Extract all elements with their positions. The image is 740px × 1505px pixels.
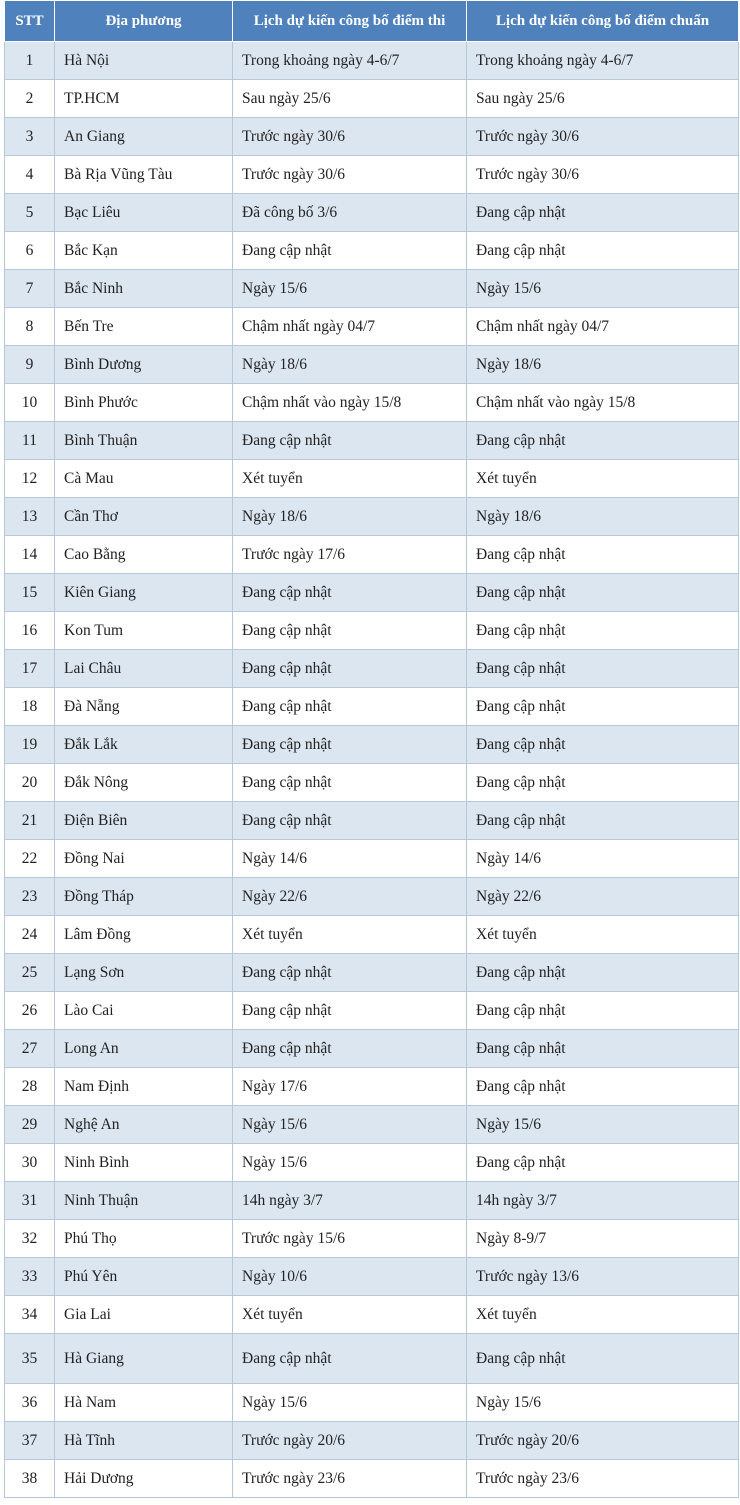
table-row bbox=[5, 42, 739, 80]
table-row bbox=[5, 574, 739, 612]
row-standard-score-cell: Đang cập nhật bbox=[467, 574, 739, 612]
table-row bbox=[5, 688, 739, 726]
row-standard-score-cell: Đang cập nhật bbox=[467, 764, 739, 802]
table-row bbox=[5, 1384, 739, 1422]
exam-schedule-table bbox=[4, 0, 739, 1498]
row-stt-cell: 8 bbox=[5, 308, 55, 346]
row-stt-cell: 30 bbox=[5, 1144, 55, 1182]
table-row bbox=[5, 878, 739, 916]
row-location-cell: Bình Dương bbox=[55, 346, 233, 384]
row-stt-cell: 18 bbox=[5, 688, 55, 726]
row-stt-cell: 19 bbox=[5, 726, 55, 764]
row-stt-cell: 9 bbox=[5, 346, 55, 384]
row-stt-cell: 35 bbox=[5, 1334, 55, 1384]
row-standard-score-cell: Đang cập nhật bbox=[467, 1144, 739, 1182]
table-row bbox=[5, 992, 739, 1030]
table-row bbox=[5, 460, 739, 498]
row-location-cell: Điện Biên bbox=[55, 802, 233, 840]
row-standard-score-cell: Ngày 18/6 bbox=[467, 498, 739, 536]
row-exam-score-cell: Đang cập nhật bbox=[233, 802, 467, 840]
row-standard-score-cell: Ngày 8-9/7 bbox=[467, 1220, 739, 1258]
row-standard-score-cell: Đang cập nhật bbox=[467, 194, 739, 232]
table-row bbox=[5, 764, 739, 802]
row-exam-score-cell: Trước ngày 30/6 bbox=[233, 118, 467, 156]
row-exam-score-cell: Đang cập nhật bbox=[233, 726, 467, 764]
row-location-cell: Đắk Nông bbox=[55, 764, 233, 802]
row-exam-score-cell: Ngày 17/6 bbox=[233, 1068, 467, 1106]
table-body bbox=[5, 42, 739, 1498]
row-standard-score-cell: Đang cập nhật bbox=[467, 992, 739, 1030]
row-stt-cell: 25 bbox=[5, 954, 55, 992]
row-location-cell: Nam Định bbox=[55, 1068, 233, 1106]
table-row bbox=[5, 422, 739, 460]
row-location-cell: Đồng Nai bbox=[55, 840, 233, 878]
row-stt-cell: 10 bbox=[5, 384, 55, 422]
row-exam-score-cell: Trước ngày 23/6 bbox=[233, 1460, 467, 1498]
row-standard-score-cell: Trong khoảng ngày 4-6/7 bbox=[467, 42, 739, 80]
row-standard-score-cell: Trước ngày 30/6 bbox=[467, 156, 739, 194]
row-standard-score-cell: Trước ngày 30/6 bbox=[467, 118, 739, 156]
row-stt-cell: 34 bbox=[5, 1296, 55, 1334]
table-row bbox=[5, 726, 739, 764]
row-location-cell: Đà Nẵng bbox=[55, 688, 233, 726]
row-standard-score-cell: Ngày 14/6 bbox=[467, 840, 739, 878]
row-standard-score-cell: Đang cập nhật bbox=[467, 536, 739, 574]
row-location-cell: Hà Nội bbox=[55, 42, 233, 80]
row-exam-score-cell: Xét tuyển bbox=[233, 460, 467, 498]
table-row bbox=[5, 156, 739, 194]
row-location-cell: TP.HCM bbox=[55, 80, 233, 118]
table-row bbox=[5, 1030, 739, 1068]
row-location-cell: Hà Tĩnh bbox=[55, 1422, 233, 1460]
row-standard-score-cell: Ngày 15/6 bbox=[467, 270, 739, 308]
row-location-cell: Đắk Lắk bbox=[55, 726, 233, 764]
row-location-cell: Hà Giang bbox=[55, 1334, 233, 1384]
row-stt-cell: 29 bbox=[5, 1106, 55, 1144]
row-standard-score-cell: Xét tuyển bbox=[467, 1296, 739, 1334]
row-stt-cell: 13 bbox=[5, 498, 55, 536]
row-stt-cell: 20 bbox=[5, 764, 55, 802]
table-row bbox=[5, 612, 739, 650]
row-stt-cell: 24 bbox=[5, 916, 55, 954]
row-standard-score-cell: Đang cập nhật bbox=[467, 650, 739, 688]
row-location-cell: An Giang bbox=[55, 118, 233, 156]
row-stt-cell: 37 bbox=[5, 1422, 55, 1460]
row-standard-score-cell: Chậm nhất vào ngày 15/8 bbox=[467, 384, 739, 422]
row-location-cell: Ninh Bình bbox=[55, 1144, 233, 1182]
row-stt-cell: 36 bbox=[5, 1384, 55, 1422]
row-standard-score-cell: Trước ngày 13/6 bbox=[467, 1258, 739, 1296]
table-row bbox=[5, 1460, 739, 1498]
row-stt-cell: 22 bbox=[5, 840, 55, 878]
table-row bbox=[5, 802, 739, 840]
row-location-cell: Bắc Ninh bbox=[55, 270, 233, 308]
row-exam-score-cell: 14h ngày 3/7 bbox=[233, 1182, 467, 1220]
row-location-cell: Lào Cai bbox=[55, 992, 233, 1030]
row-standard-score-cell: Chậm nhất ngày 04/7 bbox=[467, 308, 739, 346]
row-location-cell: Phú Yên bbox=[55, 1258, 233, 1296]
table-row bbox=[5, 1258, 739, 1296]
row-stt-cell: 26 bbox=[5, 992, 55, 1030]
row-location-cell: Đồng Tháp bbox=[55, 878, 233, 916]
row-stt-cell: 1 bbox=[5, 42, 55, 80]
row-stt-cell: 28 bbox=[5, 1068, 55, 1106]
table-header bbox=[5, 1, 739, 42]
row-standard-score-cell: Ngày 15/6 bbox=[467, 1384, 739, 1422]
row-location-cell: Bình Phước bbox=[55, 384, 233, 422]
row-exam-score-cell: Ngày 15/6 bbox=[233, 1106, 467, 1144]
row-stt-cell: 6 bbox=[5, 232, 55, 270]
table-row bbox=[5, 118, 739, 156]
row-standard-score-cell: Đang cập nhật bbox=[467, 1334, 739, 1384]
row-exam-score-cell: Xét tuyển bbox=[233, 916, 467, 954]
row-stt-cell: 12 bbox=[5, 460, 55, 498]
row-standard-score-cell: Đang cập nhật bbox=[467, 422, 739, 460]
row-stt-cell: 33 bbox=[5, 1258, 55, 1296]
row-exam-score-cell: Đang cập nhật bbox=[233, 1334, 467, 1384]
table-row bbox=[5, 232, 739, 270]
table-row bbox=[5, 384, 739, 422]
row-stt-cell: 2 bbox=[5, 80, 55, 118]
row-standard-score-cell: Xét tuyển bbox=[467, 460, 739, 498]
row-stt-cell: 32 bbox=[5, 1220, 55, 1258]
row-stt-cell: 17 bbox=[5, 650, 55, 688]
row-location-cell: Ninh Thuận bbox=[55, 1182, 233, 1220]
header-location: Địa phương bbox=[55, 1, 233, 42]
header-exam-score: Lịch dự kiến công bố điểm thi bbox=[233, 1, 467, 42]
row-standard-score-cell: Đang cập nhật bbox=[467, 802, 739, 840]
header-stt: STT bbox=[5, 1, 55, 42]
row-location-cell: Long An bbox=[55, 1030, 233, 1068]
row-standard-score-cell: Đang cập nhật bbox=[467, 232, 739, 270]
row-exam-score-cell: Ngày 15/6 bbox=[233, 270, 467, 308]
table-row bbox=[5, 1296, 739, 1334]
row-exam-score-cell: Đang cập nhật bbox=[233, 574, 467, 612]
table-row bbox=[5, 954, 739, 992]
row-location-cell: Lâm Đồng bbox=[55, 916, 233, 954]
row-stt-cell: 3 bbox=[5, 118, 55, 156]
row-standard-score-cell: Đang cập nhật bbox=[467, 954, 739, 992]
table-row bbox=[5, 1144, 739, 1182]
table-row bbox=[5, 80, 739, 118]
table-row bbox=[5, 346, 739, 384]
row-location-cell: Bà Rịa Vũng Tàu bbox=[55, 156, 233, 194]
row-exam-score-cell: Đang cập nhật bbox=[233, 422, 467, 460]
row-exam-score-cell: Đang cập nhật bbox=[233, 650, 467, 688]
table-row bbox=[5, 536, 739, 574]
table-row bbox=[5, 1422, 739, 1460]
row-exam-score-cell: Chậm nhất ngày 04/7 bbox=[233, 308, 467, 346]
row-location-cell: Nghệ An bbox=[55, 1106, 233, 1144]
row-exam-score-cell: Đã công bố 3/6 bbox=[233, 194, 467, 232]
row-standard-score-cell: Xét tuyển bbox=[467, 916, 739, 954]
row-stt-cell: 23 bbox=[5, 878, 55, 916]
row-stt-cell: 5 bbox=[5, 194, 55, 232]
table-row bbox=[5, 194, 739, 232]
row-standard-score-cell: Trước ngày 23/6 bbox=[467, 1460, 739, 1498]
row-standard-score-cell: Ngày 15/6 bbox=[467, 1106, 739, 1144]
row-exam-score-cell: Đang cập nhật bbox=[233, 232, 467, 270]
table-row bbox=[5, 840, 739, 878]
table-row bbox=[5, 498, 739, 536]
row-exam-score-cell: Ngày 10/6 bbox=[233, 1258, 467, 1296]
row-exam-score-cell: Đang cập nhật bbox=[233, 992, 467, 1030]
row-stt-cell: 11 bbox=[5, 422, 55, 460]
row-location-cell: Phú Thọ bbox=[55, 1220, 233, 1258]
row-exam-score-cell: Xét tuyển bbox=[233, 1296, 467, 1334]
row-location-cell: Hà Nam bbox=[55, 1384, 233, 1422]
table-row bbox=[5, 270, 739, 308]
row-standard-score-cell: 14h ngày 3/7 bbox=[467, 1182, 739, 1220]
row-location-cell: Hải Dương bbox=[55, 1460, 233, 1498]
row-exam-score-cell: Ngày 15/6 bbox=[233, 1144, 467, 1182]
table-row bbox=[5, 650, 739, 688]
row-location-cell: Cao Bằng bbox=[55, 536, 233, 574]
row-exam-score-cell: Đang cập nhật bbox=[233, 764, 467, 802]
table-row bbox=[5, 1334, 739, 1384]
table-row bbox=[5, 1106, 739, 1144]
row-stt-cell: 21 bbox=[5, 802, 55, 840]
row-stt-cell: 31 bbox=[5, 1182, 55, 1220]
row-stt-cell: 15 bbox=[5, 574, 55, 612]
row-standard-score-cell: Sau ngày 25/6 bbox=[467, 80, 739, 118]
row-standard-score-cell: Đang cập nhật bbox=[467, 612, 739, 650]
row-exam-score-cell: Trước ngày 17/6 bbox=[233, 536, 467, 574]
row-location-cell: Kiên Giang bbox=[55, 574, 233, 612]
row-standard-score-cell: Đang cập nhật bbox=[467, 1030, 739, 1068]
row-location-cell: Lai Châu bbox=[55, 650, 233, 688]
table-row bbox=[5, 916, 739, 954]
row-location-cell: Gia Lai bbox=[55, 1296, 233, 1334]
row-standard-score-cell: Đang cập nhật bbox=[467, 688, 739, 726]
header-row bbox=[5, 1, 739, 42]
row-exam-score-cell: Ngày 18/6 bbox=[233, 346, 467, 384]
row-standard-score-cell: Trước ngày 20/6 bbox=[467, 1422, 739, 1460]
row-stt-cell: 14 bbox=[5, 536, 55, 574]
row-location-cell: Bạc Liêu bbox=[55, 194, 233, 232]
row-standard-score-cell: Đang cập nhật bbox=[467, 726, 739, 764]
table-row bbox=[5, 1068, 739, 1106]
row-location-cell: Cà Mau bbox=[55, 460, 233, 498]
row-exam-score-cell: Trong khoảng ngày 4-6/7 bbox=[233, 42, 467, 80]
row-location-cell: Bắc Kạn bbox=[55, 232, 233, 270]
header-standard-score: Lịch dự kiến công bố điểm chuẩn bbox=[467, 1, 739, 42]
row-standard-score-cell: Ngày 18/6 bbox=[467, 346, 739, 384]
table-row bbox=[5, 1220, 739, 1258]
row-exam-score-cell: Sau ngày 25/6 bbox=[233, 80, 467, 118]
row-stt-cell: 4 bbox=[5, 156, 55, 194]
row-exam-score-cell: Trước ngày 15/6 bbox=[233, 1220, 467, 1258]
row-exam-score-cell: Ngày 22/6 bbox=[233, 878, 467, 916]
row-exam-score-cell: Đang cập nhật bbox=[233, 1030, 467, 1068]
row-standard-score-cell: Ngày 22/6 bbox=[467, 878, 739, 916]
row-exam-score-cell: Ngày 14/6 bbox=[233, 840, 467, 878]
row-exam-score-cell: Trước ngày 30/6 bbox=[233, 156, 467, 194]
table-row bbox=[5, 308, 739, 346]
row-exam-score-cell: Trước ngày 20/6 bbox=[233, 1422, 467, 1460]
row-standard-score-cell: Đang cập nhật bbox=[467, 1068, 739, 1106]
row-stt-cell: 16 bbox=[5, 612, 55, 650]
row-exam-score-cell: Ngày 18/6 bbox=[233, 498, 467, 536]
row-location-cell: Lạng Sơn bbox=[55, 954, 233, 992]
table-row bbox=[5, 1182, 739, 1220]
row-exam-score-cell: Chậm nhất vào ngày 15/8 bbox=[233, 384, 467, 422]
row-location-cell: Cần Thơ bbox=[55, 498, 233, 536]
row-stt-cell: 7 bbox=[5, 270, 55, 308]
row-exam-score-cell: Đang cập nhật bbox=[233, 688, 467, 726]
row-exam-score-cell: Ngày 15/6 bbox=[233, 1384, 467, 1422]
row-location-cell: Bến Tre bbox=[55, 308, 233, 346]
row-location-cell: Kon Tum bbox=[55, 612, 233, 650]
row-exam-score-cell: Đang cập nhật bbox=[233, 954, 467, 992]
row-exam-score-cell: Đang cập nhật bbox=[233, 612, 467, 650]
row-stt-cell: 27 bbox=[5, 1030, 55, 1068]
row-stt-cell: 38 bbox=[5, 1460, 55, 1498]
row-location-cell: Bình Thuận bbox=[55, 422, 233, 460]
